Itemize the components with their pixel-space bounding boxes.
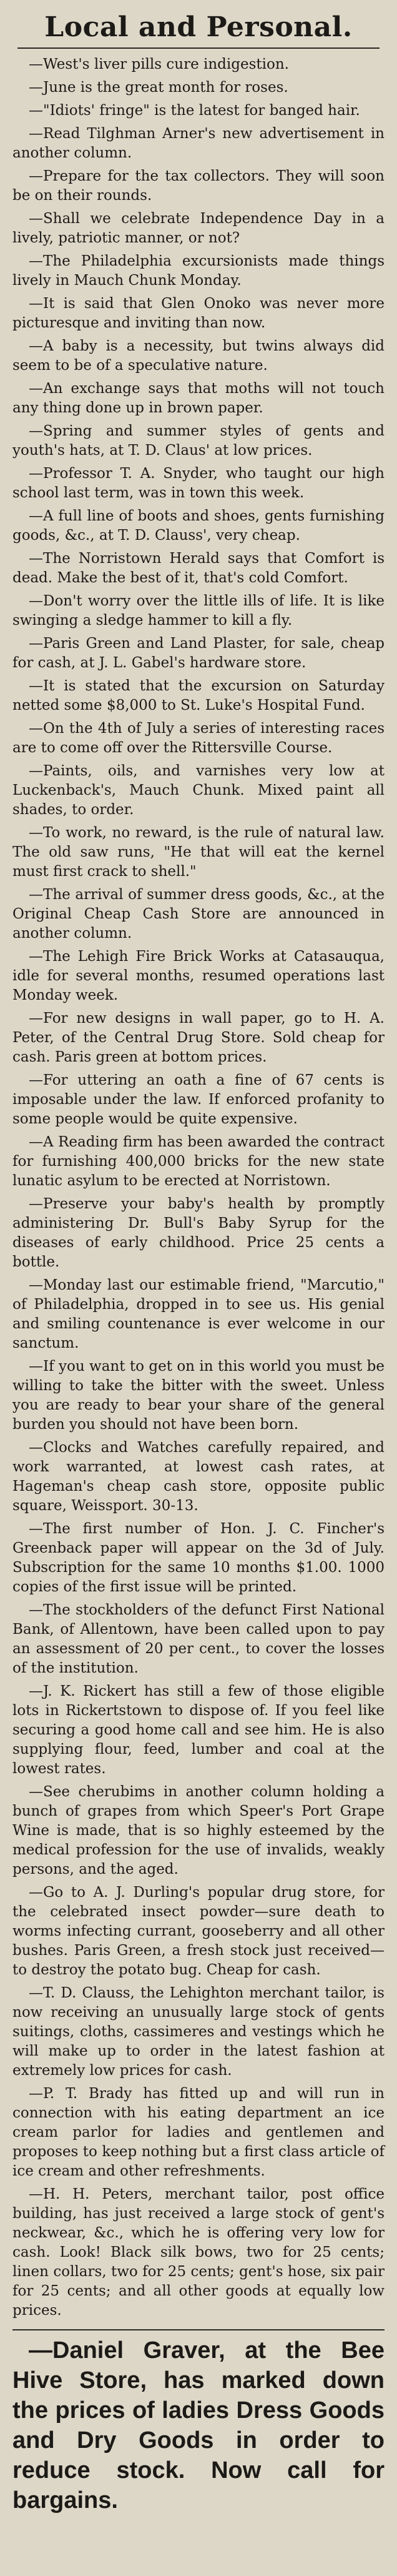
news-item: —T. D. Clauss, the Lehighton merchant tailor, is now receiving an unusually large stock of gents suitings, cloths, cassimeres and vestings which he will make up to order in the latest fashion at extremely low prices for cash. [12, 1985, 385, 2079]
news-item: —Read Tilghman Arner's new advertisement in another column. [12, 126, 385, 161]
news-item: —Prepare for the tax collectors. They will soon be on their rounds. [12, 168, 385, 204]
news-item: —Don't worry over the little ills of life. It is like swinging a sledge hammer to kill a fly. [12, 593, 385, 629]
news-item: —The Philadelphia excursionists made things lively in Mauch Chunk Monday. [12, 253, 385, 289]
news-item: —Paris Green and Land Plaster, for sale, cheap for cash, at J. L. Gabel's hardware store. [12, 635, 385, 671]
news-item: —Paints, oils, and varnishes very low at Luckenback's, Mauch Chunk. Mixed paint all shades, to order. [12, 763, 385, 818]
news-item: —"Idiots' fringe" is the latest for banged hair. [29, 102, 360, 119]
news-item: —H. H. Peters, merchant tailor, post office building, has just received a large stock of gent's neckwear, &c., which he is offering very low for cash. Look! Black silk bows, two for 25 cents; linen collars, two for 25 cents; gent's hose, six pair for 25 cents; and all other goods at equally low prices. [12, 2186, 385, 2319]
news-item: —Spring and summer styles of gents and youth's hats, at T. D. Claus' at low prices. [12, 423, 385, 459]
news-item: —Preserve your baby's health by promptly administering Dr. Bull's Baby Syrup for the diseases of early childhood. Price 25 cents a bottle. [12, 1196, 385, 1270]
news-item: —J. K. Rickert has still a few of those eligible lots in Rickertstown to dispose of. If you feel like securing a good home call and see him. He is also supplying flour, feed, lumber and coal at the lowest rates. [12, 1683, 385, 1777]
news-item: —It is said that Glen Onoko was never more picturesque and inviting than now. [12, 296, 385, 331]
section-heading: Local and Personal. [44, 11, 353, 43]
news-item: —Clocks and Watches carefully repaired, and work warranted, at lowest cash rates, at Hageman's cheap cash store, opposite public square, Weissport. 30-13. [12, 1440, 385, 1514]
news-item: —P. T. Brady has fitted up and will run in connection with his eating department an ice cream parlor for ladies and gentlemen and proposes to keep nothing but a first class article of ice cream and other refreshments. [12, 2086, 385, 2179]
news-item: —It is stated that the excursion on Saturday netted some $8,000 to St. Luke's Hospital Fund. [12, 678, 385, 714]
news-item: —A Reading firm has been awarded the contract for furnishing 400,000 bricks for the new state lunatic asylum to be erected at Norristown. [12, 1134, 385, 1189]
news-item: —For new designs in wall paper, go to H. A. Peter, of the Central Drug Store. Sold cheap for cash. Paris green at bottom prices. [12, 1010, 385, 1065]
news-items [12, 55, 385, 2320]
news-item: —Go to A. J. Durling's popular drug store, for the celebrated insect powder—sure death to worms infecting currant, gooseberry and all other bushes. Paris Green, a fresh stock just received—to destroy the potato bug. Cheap for cash. [12, 1884, 385, 1978]
news-item: —June is the great month for roses. [29, 79, 288, 96]
news-item: —For uttering an oath a fine of 67 cents is imposable under the law. If enforced profanity to some people would be quite expensive. [12, 1072, 385, 1127]
newspaper-column [5, 0, 392, 2576]
news-item: —Professor T. A. Snyder, who taught our high school last term, was in town this week. [12, 465, 385, 501]
news-item: —Shall we celebrate Independence Day in a lively, patriotic manner, or not? [12, 211, 385, 246]
news-item: —The Lehigh Fire Brick Works at Catasauqua, idle for several months, resumed operations last Monday week. [12, 948, 385, 1003]
news-item: —The stockholders of the defunct First National Bank, of Allentown, have been called upon to pay an assessment of 20 per cent., to cover the losses of the institution. [12, 1602, 385, 1676]
news-item: —On the 4th of July a series of interesting races are to come off over the Rittersville Course. [12, 720, 385, 756]
news-item: —West's liver pills cure indigestion. [29, 56, 289, 72]
news-item: —A full line of boots and shoes, gents furnishing goods, &c., at T. D. Clauss', very cheap. [12, 508, 385, 544]
news-item: —The Norristown Herald says that Comfort is dead. Make the best of it, that's cold Comfort. [12, 550, 385, 586]
news-item: —A baby is a necessity, but twins always did seem to be of a speculative nature. [12, 338, 385, 374]
news-item: —An exchange says that moths will not touch any thing done up in brown paper. [12, 380, 385, 416]
graver-advertisement: —Daniel Graver, at the Bee Hive Store, has marked down the prices of ladies Dress Goods and Dry Goods in order to reduce stock. Now call for bargains. [12, 2329, 385, 2515]
news-item: —Monday last our estimable friend, "Marcutio," of Philadelphia, dropped in to see us. His genial and smiling countenance is ever welcome in our sanctum. [12, 1277, 385, 1351]
news-item: —The first number of Hon. J. C. Fincher's Greenback paper will appear on the 3d of July. Subscription for the same 10 months $1.00. 1000 copies of the first issue will be printed. [12, 1521, 385, 1595]
news-item: —See cherubims in another column holding a bunch of grapes from which Speer's Port Grape Wine is made, that is so highly esteemed by the medical profession for the use of invalids, weakly persons, and the aged. [12, 1784, 385, 1877]
news-item: —If you want to get on in this world you must be willing to take the bitter with the sweet. Unless you are ready to bear your share of the general burden you should not have been born. [12, 1358, 385, 1433]
heading-rule [17, 47, 380, 49]
news-item: —The arrival of summer dress goods, &c., at the Original Cheap Cash Store are announced in another column. [12, 887, 385, 942]
news-item: —To work, no reward, is the rule of natural law. The old saw runs, "He that will eat the kernel must first crack to shell." [12, 825, 385, 880]
